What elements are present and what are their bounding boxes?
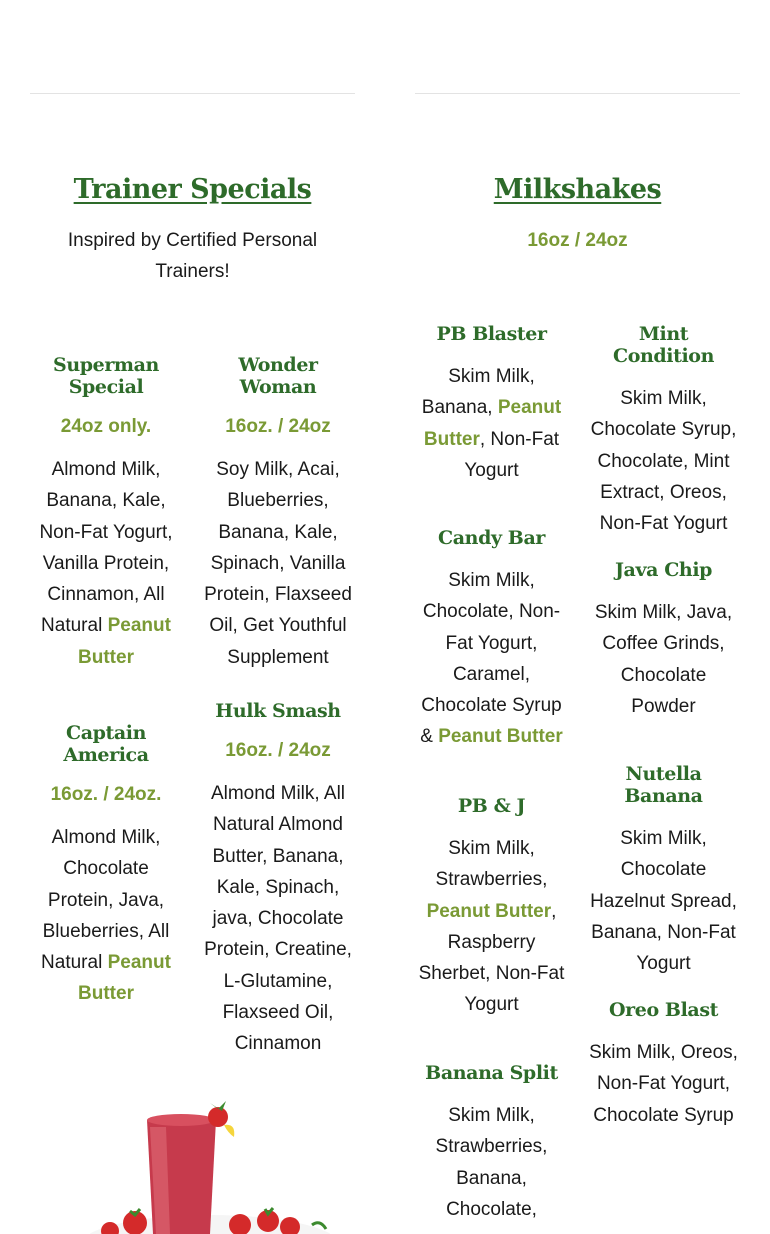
item-size: 16oz. / 24oz. — [50, 784, 162, 805]
item-description: Soy Milk, Acai, Blueberries, Banana, Kale, Spinach, Vanilla Protein, Flaxseed Oil, Get Youthful Supplement — [204, 459, 352, 668]
smoothie-image — [90, 1095, 330, 1234]
item-description: Skim Milk, Chocolate Syrup, Chocolate, Mint Extract, Oreos, Non-Fat Yogurt — [590, 388, 737, 535]
item-description: Almond Milk, All Natural Almond Butter, Banana, Kale, Spinach, java, Chocolate Protein, Creatine, L-Glutamine, Flaxseed Oil, Cinnamon — [204, 783, 352, 1055]
item-description: Skim Milk, Chocolate, Non-Fat Yogurt, Caramel, Chocolate Syrup & Peanut Butter — [420, 570, 563, 748]
item-name: Java Chip — [614, 559, 713, 581]
item-size: 24oz only. — [60, 416, 152, 437]
menu-item-wonder-woman — [200, 354, 356, 673]
item-size: 16oz. / 24oz — [225, 416, 331, 437]
menu-item-superman-special — [30, 354, 182, 673]
menu-item-pb-and-j — [414, 795, 569, 1021]
item-name: Nutella Banana — [624, 763, 703, 807]
item-description: Skim Milk, Strawberries, Banana, Chocolate, — [435, 1105, 548, 1220]
menu-item-pb-blaster — [414, 323, 569, 486]
menu-item-nutella-banana — [586, 763, 741, 979]
item-size: 16oz. / 24oz — [225, 740, 331, 761]
item-name: Banana Split — [425, 1062, 558, 1084]
menu-item-captain-america — [30, 722, 182, 1010]
item-name: Oreo Blast — [609, 999, 718, 1021]
item-name: Superman Special — [53, 354, 159, 398]
item-description: Skim Milk, Banana, Peanut Butter, Non-Fat Yogurt — [421, 366, 562, 481]
trainer-specials-subtitle: Inspired by Certified Personal Trainers! — [67, 230, 318, 282]
menu-item-oreo-blast — [586, 999, 741, 1131]
item-name: Mint Condition — [613, 323, 714, 367]
milkshakes-size: 16oz / 24oz — [527, 230, 628, 251]
menu-item-banana-split — [414, 1062, 569, 1225]
menu-item-candy-bar — [414, 527, 569, 753]
menu-item-java-chip — [586, 559, 741, 722]
divider-right — [415, 93, 740, 94]
menu-item-mint-condition — [586, 323, 741, 539]
milkshakes-title: Milkshakes — [493, 174, 662, 205]
item-name: Wonder Woman — [238, 354, 318, 398]
menu-item-hulk-smash — [200, 700, 356, 1060]
divider-left — [30, 93, 355, 94]
item-description: Almond Milk, Chocolate Protein, Java, Blueberries, All Natural Peanut Butter — [41, 827, 171, 1005]
item-name: Candy Bar — [438, 527, 545, 549]
item-name: Captain America — [63, 722, 149, 766]
trainer-specials-title: Trainer Specials — [73, 174, 312, 205]
item-description: Skim Milk, Strawberries, Peanut Butter, Raspberry Sherbet, Non-Fat Yogurt — [418, 838, 565, 1016]
item-description: Almond Milk, Banana, Kale, Non-Fat Yogurt, Vanilla Protein, Cinnamon, All Natural Peanut Butter — [39, 459, 173, 668]
item-name: PB & J — [457, 795, 526, 817]
item-description: Skim Milk, Oreos, Non-Fat Yogurt, Chocolate Syrup — [589, 1042, 738, 1126]
item-name: Hulk Smash — [215, 700, 341, 722]
item-name: PB Blaster — [436, 323, 547, 345]
item-description: Skim Milk, Java, Coffee Grinds, Chocolate Powder — [594, 602, 733, 717]
item-description: Skim Milk, Chocolate Hazelnut Spread, Banana, Non-Fat Yogurt — [590, 828, 737, 975]
